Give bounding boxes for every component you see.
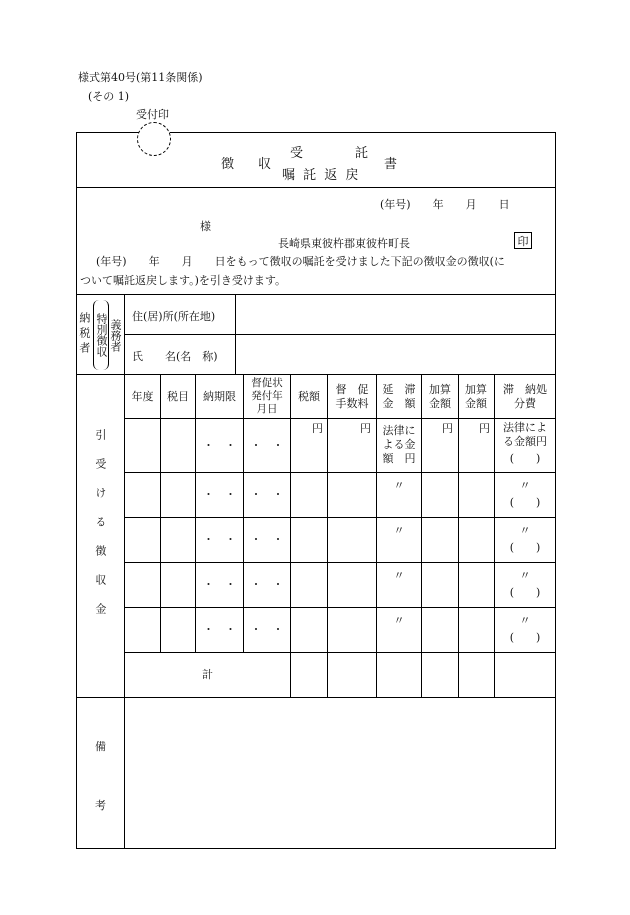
header-delay-charge: 延 滞金 額: [382, 382, 416, 410]
due-date-dots: ・ ・: [203, 578, 236, 592]
remarks-label-bottom: 考: [95, 799, 106, 812]
ditto-mark: 〃: [393, 524, 405, 538]
total-label: 計: [202, 668, 213, 682]
taxpayer-label: 納税者: [77, 311, 91, 357]
header-reminder-fee: 督 促手数料: [335, 382, 369, 410]
date-line: (年号) 年 月 日: [380, 198, 510, 211]
address-label: 住(居)所(所在地): [132, 310, 216, 323]
due-date-dots: ・ ・: [203, 623, 236, 637]
seal-mark: 印: [514, 232, 532, 249]
title-char-2: 収: [258, 157, 272, 172]
obligor-label: 義務者: [109, 318, 123, 352]
header-additional-1: 加算金額: [429, 382, 451, 410]
due-date-dots: ・ ・: [203, 488, 236, 502]
name-label: 氏 名(名 称): [132, 350, 218, 363]
title-top-1: 受: [290, 146, 304, 161]
reminder-date-dots: ・ ・: [250, 438, 284, 452]
disposal-cost-note: 法律による金額円: [503, 421, 547, 448]
reminder-date-dots: ・ ・: [250, 488, 284, 502]
special-collection-label: 特別徴収: [93, 300, 109, 370]
body-line-2: ついて嘱託返戻します。)を引き受けます。: [80, 274, 287, 287]
body-line-1: (年号) 年 月 日をもって徴収の嘱託を受けました下記の徴収金の徴収(に: [96, 255, 505, 268]
header-tax-amount: 税額: [298, 389, 320, 403]
addressee: 様: [200, 220, 211, 233]
unit-yen: 円: [360, 422, 371, 435]
disposal-paren: ( ): [509, 631, 541, 645]
form-part: (その 1): [88, 90, 130, 103]
header-reminder-date: 督促状発付年月日: [251, 376, 283, 416]
reception-stamp-circle: [137, 122, 171, 156]
unit-yen: 円: [442, 422, 453, 435]
ditto-mark: 〃: [519, 614, 531, 628]
title-suffix: 書: [384, 157, 398, 172]
reminder-date-dots: ・ ・: [250, 578, 284, 592]
ditto-mark: 〃: [519, 524, 531, 538]
ditto-mark: 〃: [393, 479, 405, 493]
header-year: 年度: [131, 389, 154, 403]
title-char-1: 徴: [221, 157, 235, 172]
reminder-date-dots: ・ ・: [250, 623, 284, 637]
header-additional-2: 加算金額: [465, 382, 487, 410]
due-date-dots: ・ ・: [203, 533, 236, 547]
disposal-paren: ( ): [509, 586, 541, 600]
header-tax-item: 税目: [167, 389, 189, 403]
title-top-2: 託: [355, 146, 369, 161]
title-bottom: 嘱 託 返 戻: [282, 168, 361, 183]
delay-charge-note: 法律による金額 円: [382, 424, 416, 465]
header-due-date: 納期限: [203, 389, 236, 403]
reception-stamp-label: 受付印: [136, 108, 169, 121]
due-date-dots: ・ ・: [203, 438, 236, 452]
disposal-paren: ( ): [509, 541, 541, 555]
reminder-date-dots: ・ ・: [250, 533, 284, 547]
collection-side-label: 引受ける徴収金: [93, 428, 107, 632]
unit-yen: 円: [312, 422, 323, 435]
ditto-mark: 〃: [519, 569, 531, 583]
form-number: 様式第40号(第11条関係): [78, 71, 203, 84]
ditto-mark: 〃: [519, 479, 531, 493]
ditto-mark: 〃: [393, 569, 405, 583]
issuer: 長崎県東彼杵郡東彼杵町長: [278, 237, 410, 250]
disposal-paren: ( ): [509, 496, 541, 510]
disposal-paren: ( ): [509, 452, 541, 466]
remarks-label-top: 備: [95, 740, 106, 753]
ditto-mark: 〃: [393, 614, 405, 628]
unit-yen: 円: [479, 422, 490, 435]
header-disposal-cost: 滞 納処分費: [503, 382, 547, 410]
